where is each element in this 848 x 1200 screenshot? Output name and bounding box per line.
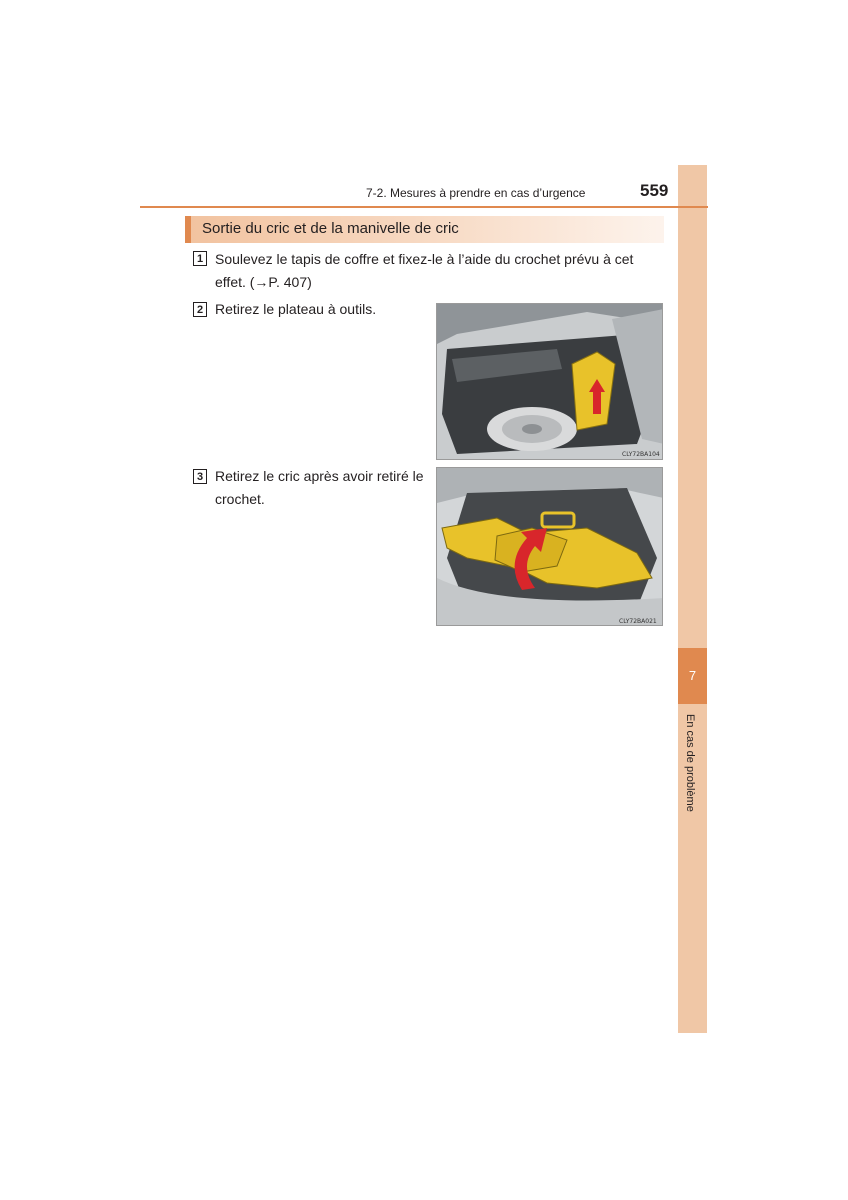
- step-2-number: 2: [193, 302, 207, 317]
- header-rule: [140, 206, 708, 208]
- step-1-number: 1: [193, 251, 207, 266]
- step-3-number: 3: [193, 469, 207, 484]
- page-number: 559: [640, 181, 669, 200]
- step-3-line-1: Retirez le cric après avoir retiré le: [215, 468, 424, 484]
- step-3-line-2: crochet.: [215, 491, 265, 507]
- step-2-text: Retirez le plateau à outils.: [215, 301, 377, 317]
- section-heading-bar: [185, 216, 664, 243]
- running-header-title: 7-2. Mesures à prendre en cas d’urgence: [366, 186, 586, 200]
- chapter-title-vertical: En cas de problème: [684, 714, 696, 812]
- trunk-tool-tray-illustration: [436, 303, 663, 460]
- step-1-line-1: Soulevez le tapis de coffre et fixez-le à l’aide du crochet prévu à cet: [215, 251, 634, 267]
- section-title: Sortie du cric et de la manivelle de cric: [202, 220, 459, 237]
- step-1-line-2: effet. (→P. 407): [215, 274, 312, 290]
- chapter-side-tab: [678, 165, 707, 1033]
- step-1-text: [215, 248, 661, 294]
- step-3-text: [215, 465, 430, 511]
- figure-2-code: CLY72BA021: [619, 618, 657, 625]
- jack-removal-illustration: [436, 467, 663, 626]
- figure-1-code: CLY72BA104: [622, 451, 660, 458]
- chapter-number-tab: 7: [678, 648, 707, 704]
